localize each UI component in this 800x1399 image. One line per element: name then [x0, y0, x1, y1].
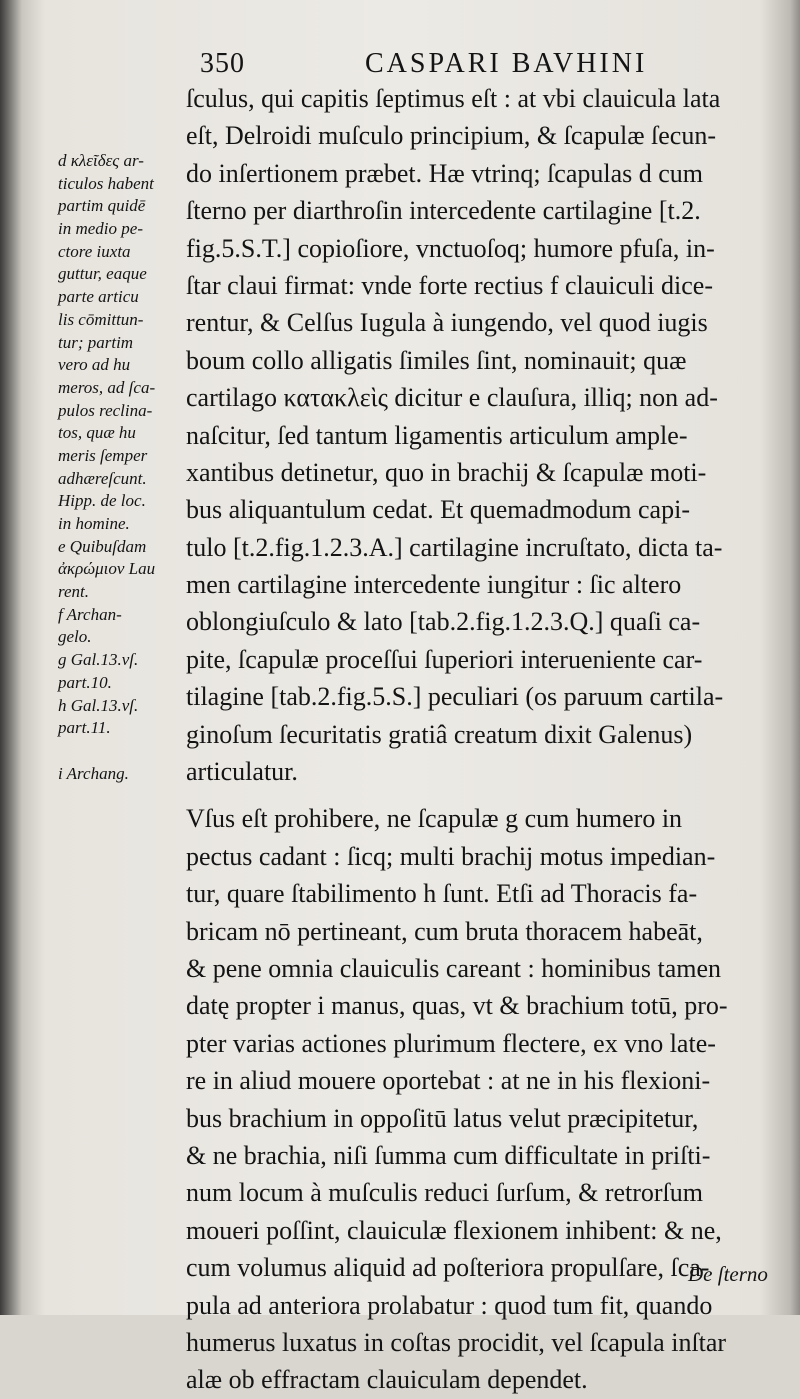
margin-note-line: tur; partim	[58, 332, 134, 352]
text-line: boum collo alligatis ſimiles ſint, nominauit; quæ	[186, 345, 687, 375]
text-line: tilagine [tab.2.fig.5.S.] peculiari (os paruum cartila-	[186, 682, 724, 712]
text-line: bus brachium in oppoſitū latus velut præcipitetur,	[186, 1103, 699, 1133]
text-line: tur, quare ſtabilimento h ſunt. Etſi ad Thoracis fa-	[186, 879, 698, 909]
margin-note-line: rent.	[58, 582, 90, 602]
text-line: ginoſum ſecuritatis gratiâ creatum dixit Galenus)	[186, 719, 693, 749]
paragraph-2	[186, 800, 772, 1398]
margin-note-line: meros, ad ſca-	[58, 377, 156, 397]
margin-note-line: meris ſemper	[58, 445, 148, 465]
margin-note-line: part.10.	[58, 672, 112, 692]
text-line: moueri poſſint, clauiculæ flexionem inhibent: & ne,	[186, 1215, 722, 1245]
margin-note-line	[58, 740, 188, 763]
margin-note-line: lis cōmittun-	[58, 309, 144, 329]
text-line: datę propter i manus, quas, vt & brachium totū, pro-	[186, 991, 728, 1021]
text-line: rentur, & Celſus Iugula à iungendo, vel quod iugis	[186, 308, 708, 338]
text-line: ſterno per diarthroſin intercedente cartilagine [t.2.	[186, 196, 701, 226]
text-line: & ne brachia, niſi ſumma cum difficultate in priſti-	[186, 1140, 711, 1170]
text-line: pite, ſcapulæ proceſſui ſuperiori interueniente car-	[186, 644, 703, 674]
text-line: Vſus eſt prohibere, ne ſcapulæ g cum humero in	[186, 804, 683, 834]
text-line: naſcitur, ſed tantum ligamentis articulum ample-	[186, 420, 688, 450]
margin-note-line: vero ad hu	[58, 355, 131, 375]
margin-note-line: in medio pe-	[58, 219, 143, 239]
running-head	[200, 44, 760, 84]
margin-note-line: in homine.	[58, 514, 130, 533]
text-line: ſculus, qui capitis ſeptimus eſt : at vbi clauicula lata	[186, 84, 721, 113]
text-line: pectus cadant : ſicq; multi brachij motus impedian-	[186, 841, 716, 871]
text-line: cum volumus aliquid ad poſteriora propulſare, ſca-	[186, 1253, 710, 1283]
paragraph-gap	[186, 790, 772, 800]
margin-note-line: ticulos habent	[58, 173, 154, 193]
text-line: eſt, Delroidi muſculo principium, & ſcapulæ ſecun-	[186, 121, 716, 151]
text-line: do inſertionem præbet. Hæ vtrinq; ſcapulas d cum	[186, 158, 704, 188]
text-line: cartilago κατακλεὶς dicitur e clauſura, illiq; non ad-	[186, 383, 718, 413]
margin-notes	[58, 150, 188, 785]
paragraph-1	[186, 80, 772, 790]
text-line: tulo [t.2.fig.1.2.3.A.] cartilagine incruſtato, dicta ta-	[186, 532, 723, 562]
main-text	[186, 80, 772, 1399]
margin-note-line: gelo.	[58, 627, 92, 647]
margin-note-line: f Archan-	[58, 604, 122, 624]
margin-note-line: i Archang.	[58, 763, 129, 783]
text-line: men cartilagine intercedente iungitur : ſic altero	[186, 570, 682, 600]
margin-note-line: part.11.	[58, 718, 111, 738]
margin-note-line: e Quibuſdam	[58, 536, 147, 556]
text-line: pter varias actiones plurimum flectere, ex vno late-	[186, 1028, 716, 1058]
margin-note-line: d κλεῖδες ar-	[58, 151, 144, 170]
text-line: xantibus detinetur, quo in brachij & ſcapulæ moti-	[186, 457, 707, 487]
text-line: re in aliud mouere oportebat : at ne in his flexioni-	[186, 1066, 711, 1096]
margin-note-line: g Gal.13.vſ.	[58, 650, 139, 670]
text-line: bus aliquantulum cedat. Et quemadmodum capi-	[186, 495, 690, 525]
text-line: humerus luxatus in coſtas procidit, vel ſcapula inſtar	[186, 1327, 727, 1357]
margin-note-line: adhæreſcunt.	[58, 468, 147, 488]
margin-note-line: pulos reclina-	[58, 400, 153, 420]
margin-note-line: parte articu	[58, 287, 139, 307]
text-line: articulatur.	[186, 757, 298, 787]
text-line: pula ad anteriora prolabatur : quod tum fit, quando	[186, 1290, 713, 1320]
text-line: num locum à muſculis reduci ſurſum, & retrorſum	[186, 1178, 704, 1208]
margin-note-line: ἀκρώμιον Lau	[58, 559, 156, 579]
text-line: & pene omnia clauiculis careant : hominibus tamen	[186, 953, 722, 983]
margin-note-line: partim quidē	[58, 196, 146, 216]
margin-note-line: Hipp. de loc.	[58, 491, 146, 511]
text-line: fig.5.S.T.] copioſiore, vnctuoſoq; humore pfuſa, in-	[186, 233, 715, 263]
margin-note-line: tos, quæ hu	[58, 423, 136, 443]
text-line: alæ ob effractam clauiculam dependet.	[186, 1365, 588, 1395]
page-number: 350	[200, 48, 245, 79]
running-title: CASPARI BAVHINI	[365, 48, 648, 79]
text-line: bricam nō pertineant, cum bruta thoracem habeāt,	[186, 916, 703, 946]
margin-note-line: h Gal.13.vſ.	[58, 695, 139, 715]
text-line: oblongiuſculo & lato [tab.2.fig.1.2.3.Q.] quaſi ca-	[186, 607, 701, 637]
margin-note-line: guttur, eaque	[58, 264, 147, 284]
margin-note-line: ctore iuxta	[58, 241, 131, 261]
text-line: ſtar claui firmat: vnde forte rectius f clauiculi dice-	[186, 270, 713, 300]
catchword: De ſterno	[688, 1262, 768, 1286]
